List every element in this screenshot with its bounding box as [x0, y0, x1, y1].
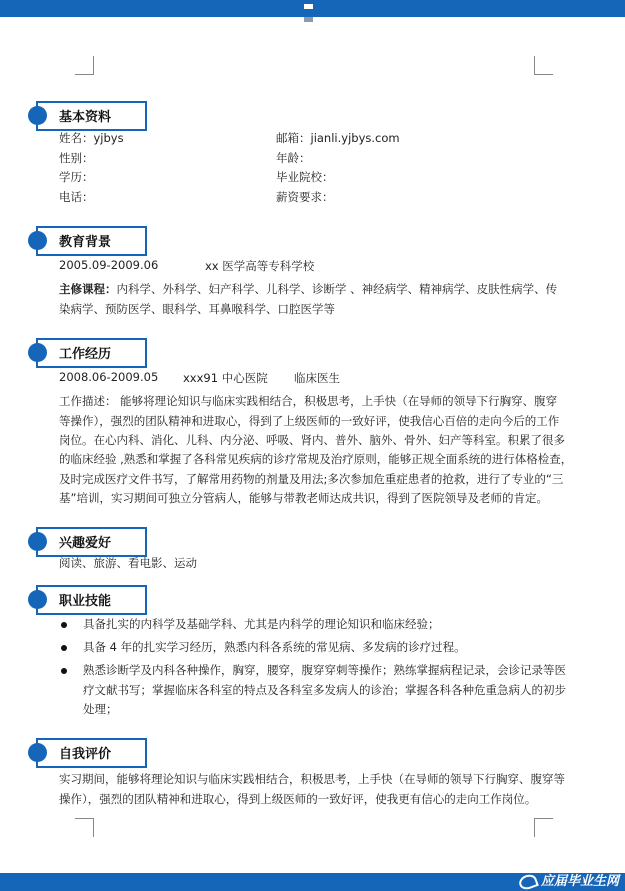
section-header-hobby: [28, 527, 146, 555]
education-school: xx 医学高等专科学校: [205, 259, 315, 273]
section-bullet-icon: [28, 532, 47, 551]
basic-school: 毕业院校：: [276, 170, 334, 184]
crop-mark-top-left: [75, 56, 94, 75]
watermark: [519, 873, 619, 891]
basic-email: 邮箱：jianli.yjbys.com: [276, 131, 400, 145]
section-header-education: [28, 226, 146, 254]
work-desc-line: 基”培训，实习期间可独立分管病人，能够与带教老师达成共识，得到了医院领导及老师的肯定。: [59, 491, 548, 505]
skill-item-3-line-2: 疗文献书写；掌握临床各科室的特点及各科室多发病人的诊治；掌握各科各种危重急病人的初步: [83, 683, 566, 697]
courses-label: 主修课程：: [59, 282, 117, 296]
work-desc-line: 岗位。在心内科、消化、儿科、内分泌、呼吸、肾内、普外、脑外、骨外、妇产等科室。积累了很多: [59, 433, 565, 447]
basic-degree: 学历：: [59, 170, 94, 184]
education-period: 2005.09-2009.06: [59, 258, 159, 272]
education-courses-line-1: [59, 281, 557, 297]
crop-mark-top-right: [534, 56, 553, 75]
watermark-text: 应届毕业生网: [540, 874, 619, 889]
work-desc-line: 等操作），强烈的团队精神和进取心，得到了上级医师的一致好评，使我信心百倍的走向今后的工作: [59, 414, 560, 428]
education-courses-line-2: 染病学、预防医学、眼科学、耳鼻喉科学、口腔医学等: [59, 302, 335, 316]
hobby-text: 阅读、旅游、看电影、运动: [59, 556, 197, 570]
section-title: 兴趣爱好: [59, 536, 112, 551]
work-hospital: xxx91 中心医院: [183, 371, 268, 385]
section-header-self: [28, 738, 146, 766]
crop-mark-bottom-left: [75, 818, 94, 837]
section-title: 自我评价: [59, 747, 112, 762]
bullet-icon: [61, 645, 67, 651]
section-title: 职业技能: [59, 594, 112, 609]
section-bullet-icon: [28, 106, 47, 125]
skill-item-1: 具备扎实的内科学及基础学科、尤其是内科学的理论知识和临床经验；: [83, 617, 440, 631]
section-bullet-icon: [28, 231, 47, 250]
skill-item-3-line-1: 熟悉诊断学及内科各种操作，胸穿，腰穿，腹穿穿刺等操作；熟练掌握病程记录，会诊记录等医: [83, 663, 566, 677]
skill-item-3-line-3: 处理；: [83, 702, 118, 716]
watermark-logo-icon: [517, 872, 539, 891]
basic-age: 年龄：: [276, 151, 311, 165]
top-marker: [304, 4, 313, 9]
work-desc-line: 的临床经验 ,熟悉和掌握了各科常见疾病的诊疗常规及治疗原则，能够正规全面系统的进行体格检查，: [59, 452, 573, 466]
self-line-2: 操作），强烈的团队精神和进取心，得到上级医师的一致好评，使我更有信心的走向工作岗位。: [59, 792, 537, 806]
top-marker-shadow: [304, 17, 313, 22]
section-header-skills: [28, 585, 146, 613]
self-line-1: 实习期间，能够将理论知识与临床实践相结合，积极思考，上手快（在导师的领导下行胸穿、腹穿等: [59, 772, 565, 786]
section-bullet-icon: [28, 343, 47, 362]
section-header-basic: [28, 101, 146, 129]
basic-salary: 薪资要求：: [276, 190, 334, 204]
basic-phone: 电话：: [59, 190, 94, 204]
section-title: 教育背景: [59, 235, 112, 250]
section-header-work: [28, 338, 146, 366]
bullet-icon: [61, 668, 67, 674]
basic-gender: 性别：: [59, 151, 94, 165]
section-title: 基本资料: [59, 110, 112, 125]
section-bullet-icon: [28, 743, 47, 762]
work-position: 临床医生: [294, 371, 340, 385]
bullet-icon: [61, 622, 67, 628]
work-period: 2008.06-2009.05: [59, 370, 159, 384]
skill-item-2: 具备 4 年的扎实学习经历，熟悉内科各系统的常见病、多发病的诊疗过程。: [83, 640, 466, 654]
section-bullet-icon: [28, 590, 47, 609]
courses-text: 内科学、外科学、妇产科学、儿科学、诊断学 、神经病学、精神病学、皮肤性病学、传: [116, 282, 558, 296]
work-desc-line: 及时完成医疗文件书写，了解常用药物的剂量及用法;多次参加危重症患者的抢救，进行了专业的“三: [59, 472, 564, 486]
basic-name: 姓名：yjbys: [59, 131, 124, 145]
section-title: 工作经历: [59, 347, 112, 362]
crop-mark-bottom-right: [534, 818, 553, 837]
work-desc-line: 工作描述： 能够将理论知识与临床实践相结合，积极思考，上手快（在导师的领导下行胸穿、腹穿: [59, 394, 558, 408]
